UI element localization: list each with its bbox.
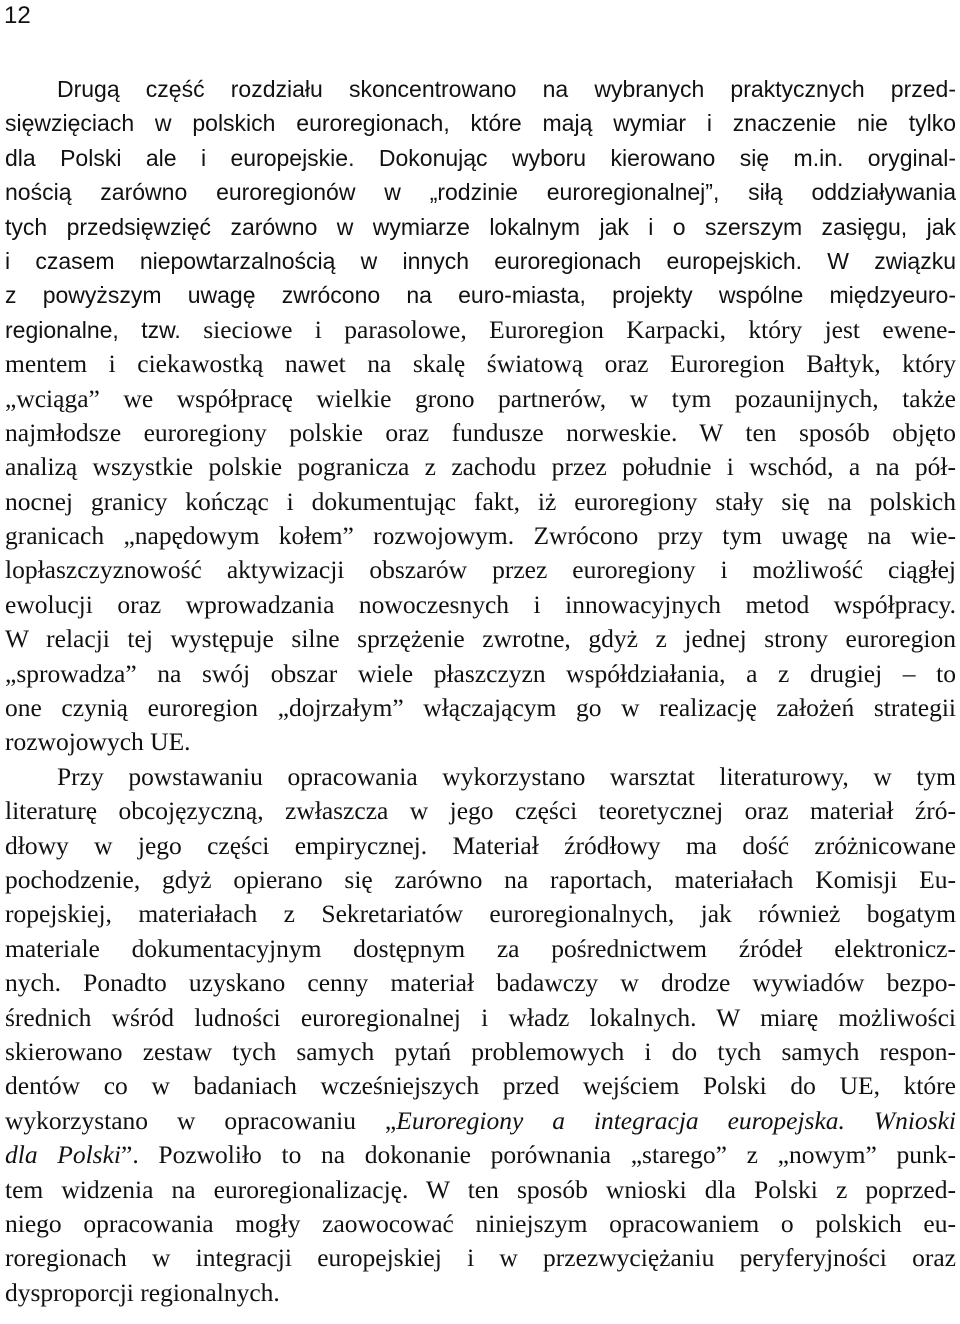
- italic-text-segment: dla Polski: [5, 1140, 122, 1170]
- text-line: [5, 966, 956, 1000]
- text-segment: Drugą część rozdziału skoncentrowano na wybranych praktycznych przed-: [57, 76, 956, 102]
- text-segment: średnich wśród ludności euroregionalnej i władz lokalnych. W miarę możliwości: [5, 1002, 956, 1032]
- text-line: [5, 519, 956, 553]
- text-line: [5, 1001, 956, 1035]
- text-segment: ”. Pozwoliło to na dokonanie porównania „starego” z „nowym” punk-: [121, 1140, 956, 1170]
- text-segment: tych przedsięwzięć zarówno w wymiarze lokalnym jak i o szerszym zasięgu, jak: [5, 213, 956, 240]
- text-segment: nych. Ponadto uzyskano cenny materiał badawczy w drodze wywiadów bezpo-: [5, 968, 956, 998]
- text-segment: rozwojowych UE.: [5, 727, 191, 757]
- text-line: [5, 1104, 956, 1138]
- text-segment: dentów co w badaniach wcześniejszych przed wejściem Polski do UE, które: [5, 1071, 956, 1101]
- text-line: [5, 691, 956, 725]
- text-line: [5, 450, 956, 484]
- text-segment: tem widzenia na euroregionalizację. W ten sposób wnioski dla Polski z poprzed-: [5, 1174, 956, 1204]
- text-line: [5, 829, 956, 863]
- text-segment: wykorzystano w opracowaniu „: [5, 1105, 397, 1135]
- text-line: [5, 622, 956, 656]
- text-line: [5, 210, 956, 244]
- text-segment: granicach „napędowym kołem” rozwojowym. Zwrócono przy tym uwagę na wie-: [5, 521, 956, 551]
- text-segment: W relacji tej występuje silne sprzężenie zwrotne, gdyż z jednej strony euroregion: [5, 624, 956, 654]
- text-segment: i czasem niepowtarzalnością w innych euroregionach europejskich. W związku: [5, 247, 956, 274]
- text-line: [5, 278, 956, 312]
- text-line: [5, 416, 956, 450]
- text-segment: niego opracowania mogły zaowocować niniejszym opracowaniem o polskich eu-: [5, 1208, 956, 1238]
- text-line: [5, 1138, 956, 1172]
- text-line: [5, 588, 956, 622]
- text-line: [5, 657, 956, 691]
- text-segment: lopłaszczyznowość aktywizacji obszarów przez euroregiony i możliwość ciągłej: [5, 555, 956, 585]
- text-segment: materiale dokumentacyjnym dostępnym za pośrednictwem źródeł elektronicz-: [5, 933, 956, 963]
- text-line: [5, 760, 956, 794]
- text-segment: analizą wszystkie polskie pogranicza z zachodu przez południe i wschód, a na pół-: [5, 452, 956, 482]
- text-segment: ropejskiej, materiałach z Sekretariatów euroregionalnych, jak również bogatym: [5, 899, 956, 929]
- text-line: [5, 725, 956, 759]
- text-segment: sieciowe i parasolowe, Euroregion Karpacki, który jest ewene-: [203, 314, 956, 344]
- text-line: [5, 897, 956, 931]
- text-segment: ewolucji oraz wprowadzania nowoczesnych i innowacyjnych metod współpracy.: [5, 589, 956, 619]
- italic-text-segment: Euroregiony a integracja europejska. Wnioski: [396, 1105, 956, 1135]
- paragraph: [5, 72, 956, 760]
- text-segment: najmłodsze euroregiony polskie oraz fundusze norweskie. W ten sposób objęto: [5, 417, 956, 447]
- text-line: [5, 553, 956, 587]
- text-segment: nością zarówno euroregionów w „rodzinie euroregionalnej”, siłą oddziaływania: [5, 179, 956, 206]
- body-text: [5, 72, 956, 1310]
- text-segment: dłowy w jego części empirycznej. Materiał źródłowy ma dość zróżnicowane: [5, 830, 956, 860]
- text-line: [5, 932, 956, 966]
- text-line: [5, 1207, 956, 1241]
- text-line: [5, 1276, 956, 1310]
- text-line: [5, 106, 956, 140]
- text-segment: pochodzenie, gdyż opierano się zarówno na raportach, materiałach Komisji Eu-: [5, 864, 956, 894]
- page-number: 12: [4, 2, 31, 29]
- text-line: [5, 141, 956, 175]
- text-line: [5, 313, 956, 347]
- paragraph: [5, 760, 956, 1310]
- text-segment: mentem i ciekawostką nawet na skalę światową oraz Euroregion Bałtyk, który: [5, 349, 956, 379]
- text-line: [5, 347, 956, 381]
- text-segment: skierowano zestaw tych samych pytań problemowych i do tych samych respon-: [5, 1036, 956, 1066]
- text-line: [5, 794, 956, 828]
- text-segment: Przy powstawaniu opracowania wykorzystano warsztat literaturowy, w tym: [57, 761, 956, 791]
- text-segment: regionalne, tzw.: [5, 316, 204, 343]
- text-segment: dysproporcji regionalnych.: [5, 1277, 280, 1307]
- text-segment: z powyższym uwagę zwrócono na euro-miasta, projekty wspólne międzyeuro-: [5, 282, 956, 309]
- text-line: [5, 244, 956, 278]
- text-line: [5, 175, 956, 209]
- text-line: [5, 382, 956, 416]
- text-line: [5, 1035, 956, 1069]
- text-line: [5, 1069, 956, 1103]
- text-segment: „wciąga” we współpracę wielkie grono partnerów, w tym pozaunijnych, także: [5, 383, 956, 413]
- text-segment: literaturę obcojęzyczną, zwłaszcza w jego części teoretycznej oraz materiał źró-: [5, 796, 956, 826]
- text-line: [5, 72, 956, 106]
- text-segment: dla Polski ale i europejskie. Dokonując wyboru kierowano się m.in. oryginal-: [5, 144, 956, 171]
- text-line: [5, 485, 956, 519]
- text-segment: „sprowadza” na swój obszar wiele płaszczyzn współdziałania, a z drugiej – to: [5, 658, 956, 688]
- text-segment: one czynią euroregion „dojrzałym” włączającym go w realizację założeń strategii: [5, 693, 956, 723]
- text-line: [5, 1173, 956, 1207]
- text-segment: roregionach w integracji europejskiej i w przezwyciężaniu peryferyjności oraz: [5, 1243, 956, 1273]
- text-line: [5, 1241, 956, 1275]
- text-segment: nocnej granicy kończąc i dokumentując fakt, iż euroregiony stały się na polskich: [5, 486, 956, 516]
- text-segment: sięwzięciach w polskich euroregionach, które mają wymiar i znaczenie nie tylko: [5, 110, 956, 137]
- text-line: [5, 863, 956, 897]
